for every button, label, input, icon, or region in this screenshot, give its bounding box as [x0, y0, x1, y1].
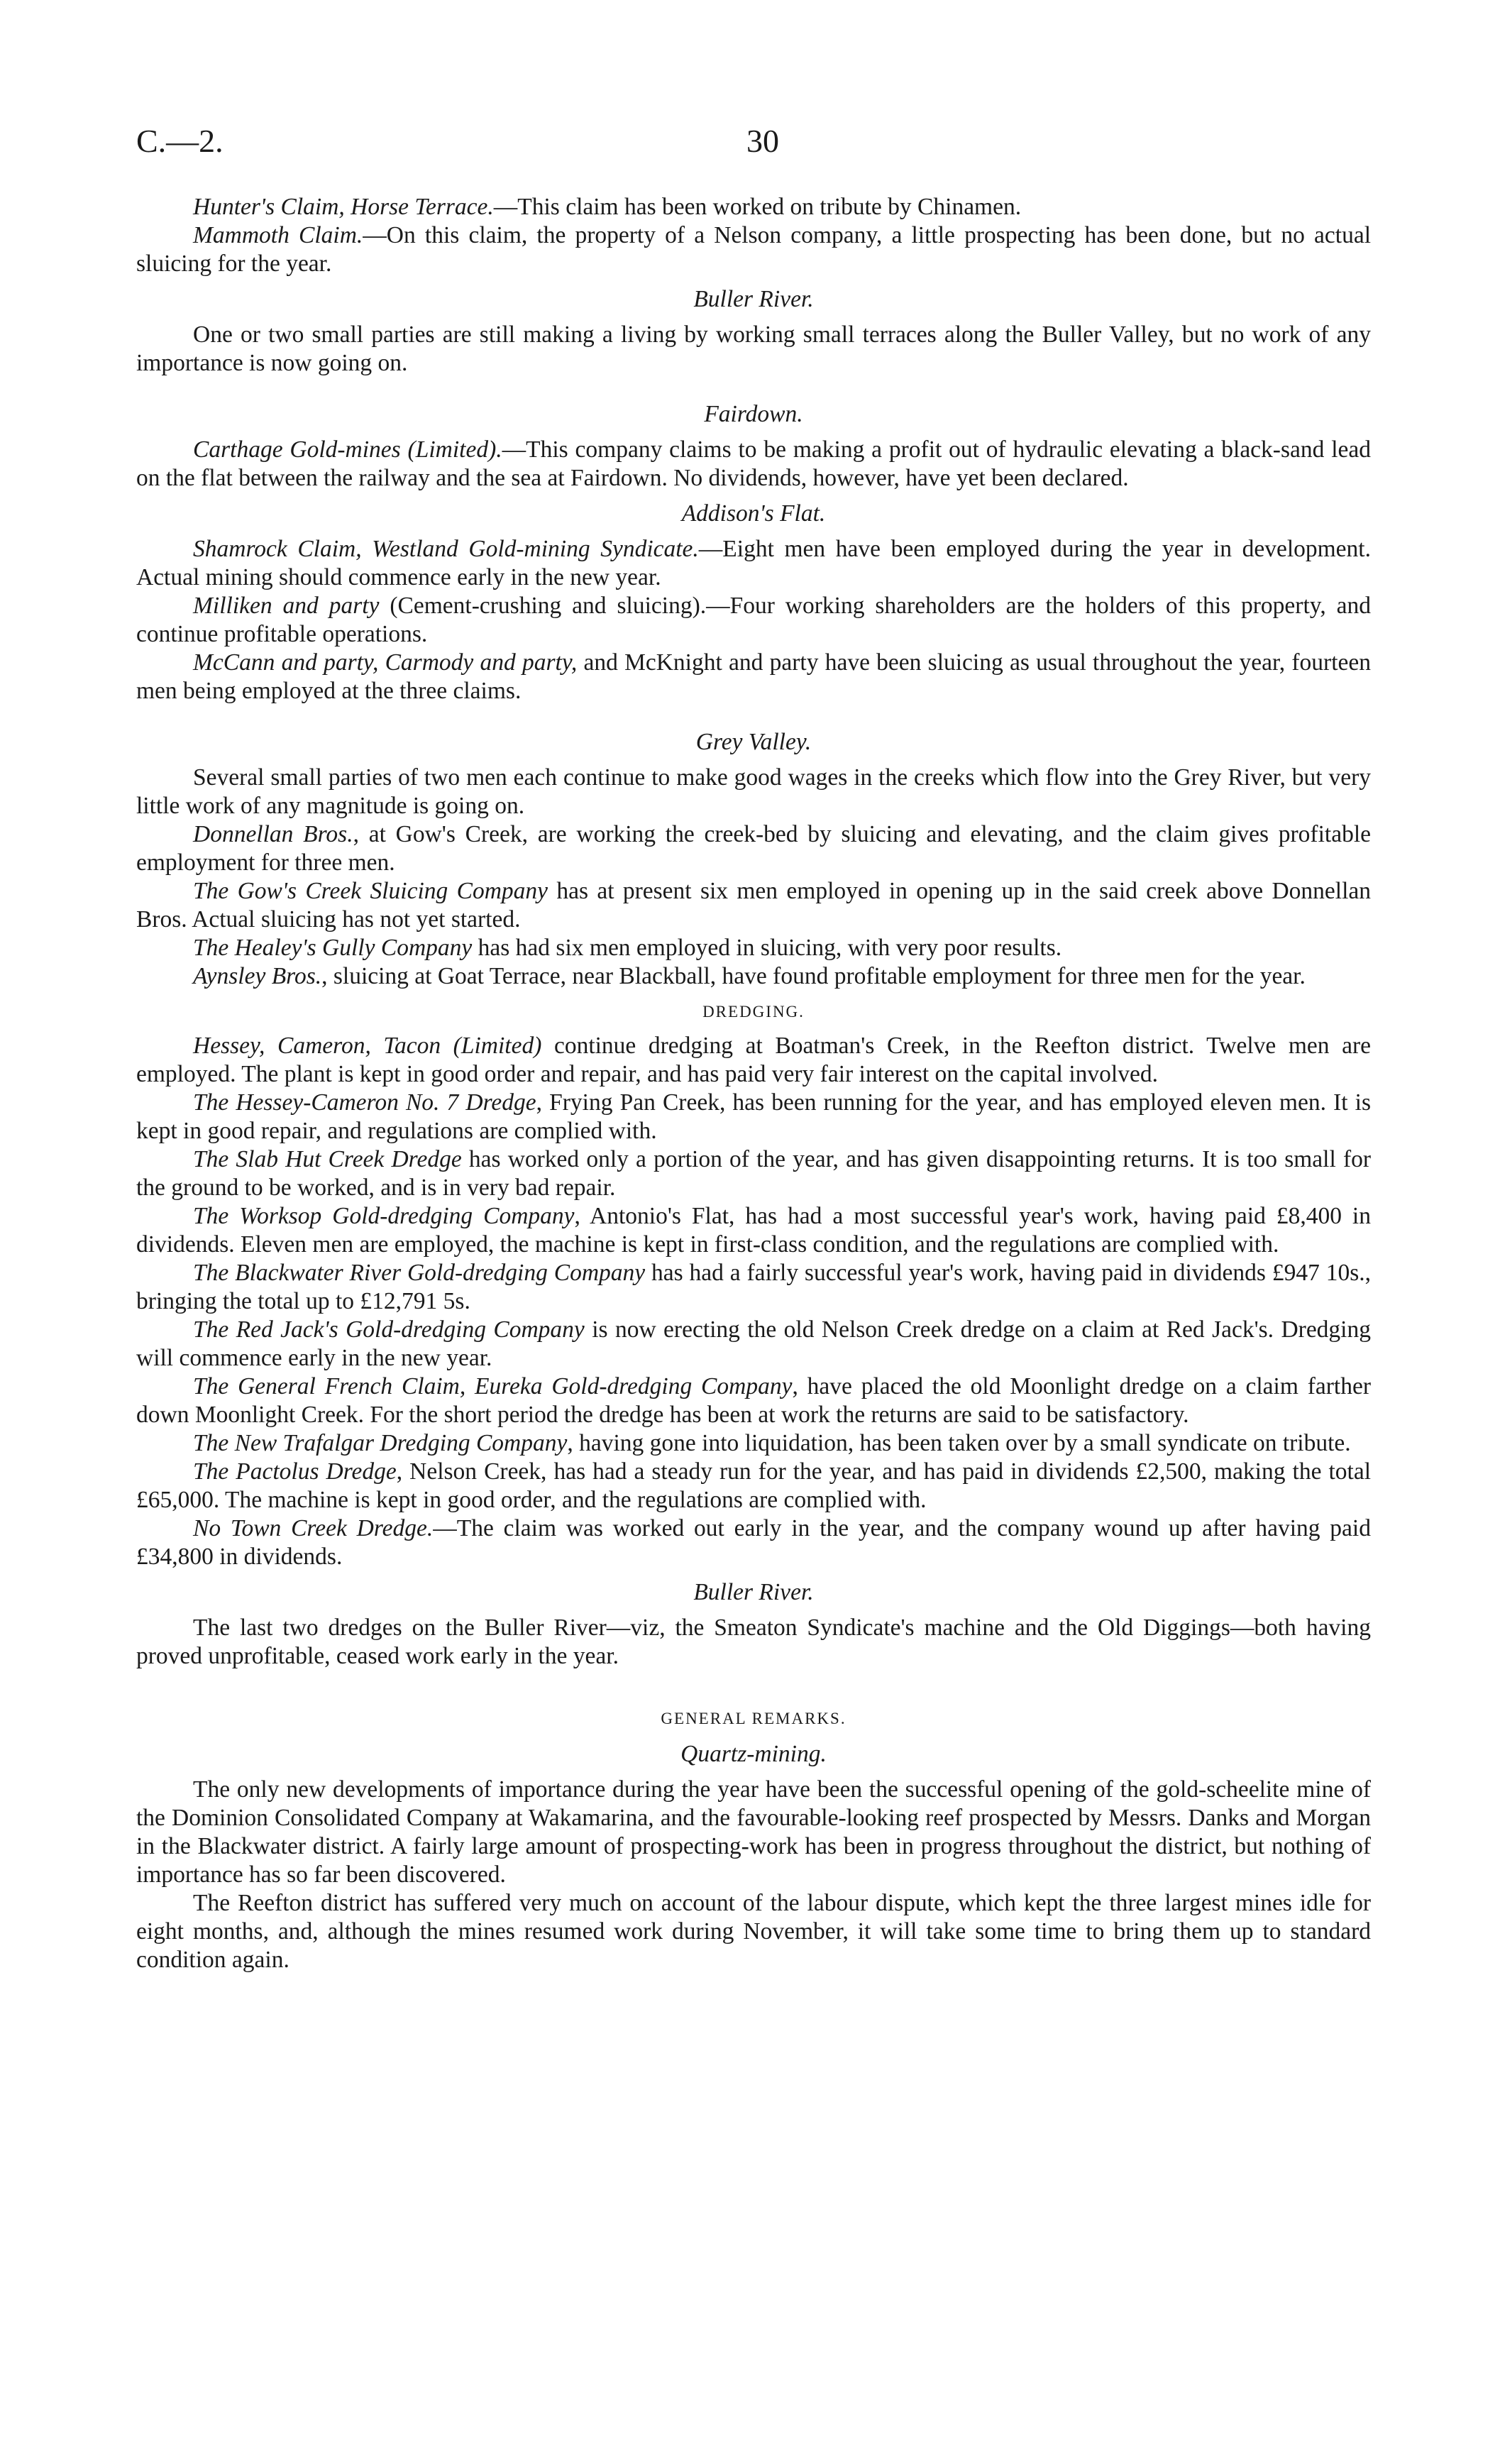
paragraph: The Pactolus Dredge, Nelson Creek, has had a steady run for the year, and has paid in dividends £2,500, making the total £65,000. The machine is kept in good order, and the regulations are complied with.	[136, 1458, 1371, 1513]
paragraph: The Hessey-Cameron No. 7 Dredge, Frying Pan Creek, has been running for the year, and has employed eleven men. It is kept in good repair, and regulations are complied with.	[136, 1089, 1371, 1144]
section-heading: Buller River.	[693, 1579, 814, 1605]
page-header	[136, 122, 1371, 179]
paragraph: The last two dredges on the Buller River—viz, the Smeaton Syndicate's machine and the Old Diggings—both having proved unprofitable, ceased work early in the year.	[136, 1615, 1371, 1669]
paragraph: Hunter's Claim, Horse Terrace.—This claim has been worked on tribute by Chinamen.	[193, 194, 1022, 220]
paragraph: The Red Jack's Gold-dredging Company is now erecting the old Nelson Creek dredge on a claim at Red Jack's. Dredging will commence early in the new year.	[136, 1316, 1371, 1371]
paragraph: The New Trafalgar Dredging Company, having gone into liquidation, has been taken over by a small syndicate on tribute.	[193, 1430, 1351, 1456]
paragraph: The General French Claim, Eureka Gold-dredging Company, have placed the old Moonlight dredge on a claim farther down Moonlight Creek. For the short period the dredge has been at work the returns are said to be satisfactory.	[136, 1373, 1371, 1428]
paragraph: Donnellan Bros., at Gow's Creek, are working the creek-bed by sluicing and elevating, and the claim gives profitable employment for three men.	[136, 821, 1371, 876]
paragraph: Shamrock Claim, Westland Gold-mining Syndicate.—Eight men have been employed during the year in development. Actual mining should commence early in the new year.	[136, 536, 1371, 590]
section-heading: Quartz-mining.	[680, 1741, 827, 1767]
paragraph: McCann and party, Carmody and party, and McKnight and party have been sluicing as usual throughout the year, fourteen men being employed at the three claims.	[136, 649, 1372, 704]
document-code: C.—2.	[136, 123, 224, 159]
section-title: GENERAL REMARKS.	[661, 1710, 846, 1727]
paragraph: The Reefton district has suffered very much on account of the labour dispute, which kept the three largest mines idle for eight months, and, although the mines resumed work during November, it will take some time to bring them up to standard condition again.	[136, 1890, 1371, 1973]
paragraph: The Blackwater River Gold-dredging Company has had a fairly successful year's work, having paid in dividends £947 10s., bringing the total up to £12,791 5s.	[136, 1260, 1371, 1314]
paragraph: Mammoth Claim.—On this claim, the property of a Nelson company, a little prospecting has been done, but no actual sluicing for the year.	[136, 222, 1371, 277]
paragraph: Carthage Gold-mines (Limited).—This company claims to be making a profit out of hydraulic elevating a black-sand lead on the flat between the railway and the sea at Fairdown. No dividends, however, have yet been declared.	[136, 436, 1372, 491]
section-heading: Grey Valley.	[695, 729, 812, 755]
paragraph: Aynsley Bros., sluicing at Goat Terrace, near Blackball, have found profitable employment for three men for the year.	[193, 963, 1306, 989]
section-heading: Fairdown.	[704, 401, 803, 427]
paragraph: No Town Creek Dredge.—The claim was worked out early in the year, and the company wound up after having paid £34,800 in dividends.	[136, 1515, 1371, 1570]
paragraph: The Worksop Gold-dredging Company, Antonio's Flat, has had a most successful year's work, having paid £8,400 in dividends. Eleven men are employed, the machine is kept in first-class condition, and the regulations are complied with.	[136, 1203, 1371, 1258]
paragraph: Hessey, Cameron, Tacon (Limited) continue dredging at Boatman's Creek, in the Reefton district. Twelve men are employed. The plant is kept in good order and repair, and has paid very fair interest on the capital involved.	[136, 1033, 1371, 1087]
paragraph: The Slab Hut Creek Dredge has worked only a portion of the year, and has given disappointing returns. It is too small for the ground to be worked, and is in very bad repair.	[136, 1146, 1372, 1201]
section-title: DREDGING.	[702, 1003, 805, 1021]
paragraph: The Gow's Creek Sluicing Company has at present six men employed in opening up in the said creek above Donnellan Bros. Actual sluicing has not yet started.	[136, 878, 1371, 933]
paragraph: Milliken and party (Cement-crushing and sluicing).—Four working shareholders are the holders of this property, and continue profitable operations.	[136, 593, 1371, 647]
page-body	[136, 193, 1371, 1974]
section-heading: Buller River.	[693, 286, 814, 312]
paragraph: The only new developments of importance during the year have been the successful opening of the gold-scheelite mine of the Dominion Consolidated Company at Wakamarina, and the favourable-looking reef prospected by Messrs. Danks and Morgan in the Blackwater district. A fairly large amount of prospecting-work has been in progress throughout the district, but nothing of importance has so far been discovered.	[136, 1776, 1371, 1888]
paragraph: The Healey's Gully Company has had six men employed in sluicing, with very poor results.	[193, 935, 1062, 961]
page-number: 30	[746, 123, 779, 159]
section-heading: Addison's Flat.	[681, 500, 826, 527]
paragraph: One or two small parties are still making a living by working small terraces along the Buller Valley, but no work of any importance is now going on.	[136, 321, 1371, 376]
paragraph: Several small parties of two men each continue to make good wages in the creeks which flow into the Grey River, but very little work of any magnitude is going on.	[136, 764, 1371, 819]
